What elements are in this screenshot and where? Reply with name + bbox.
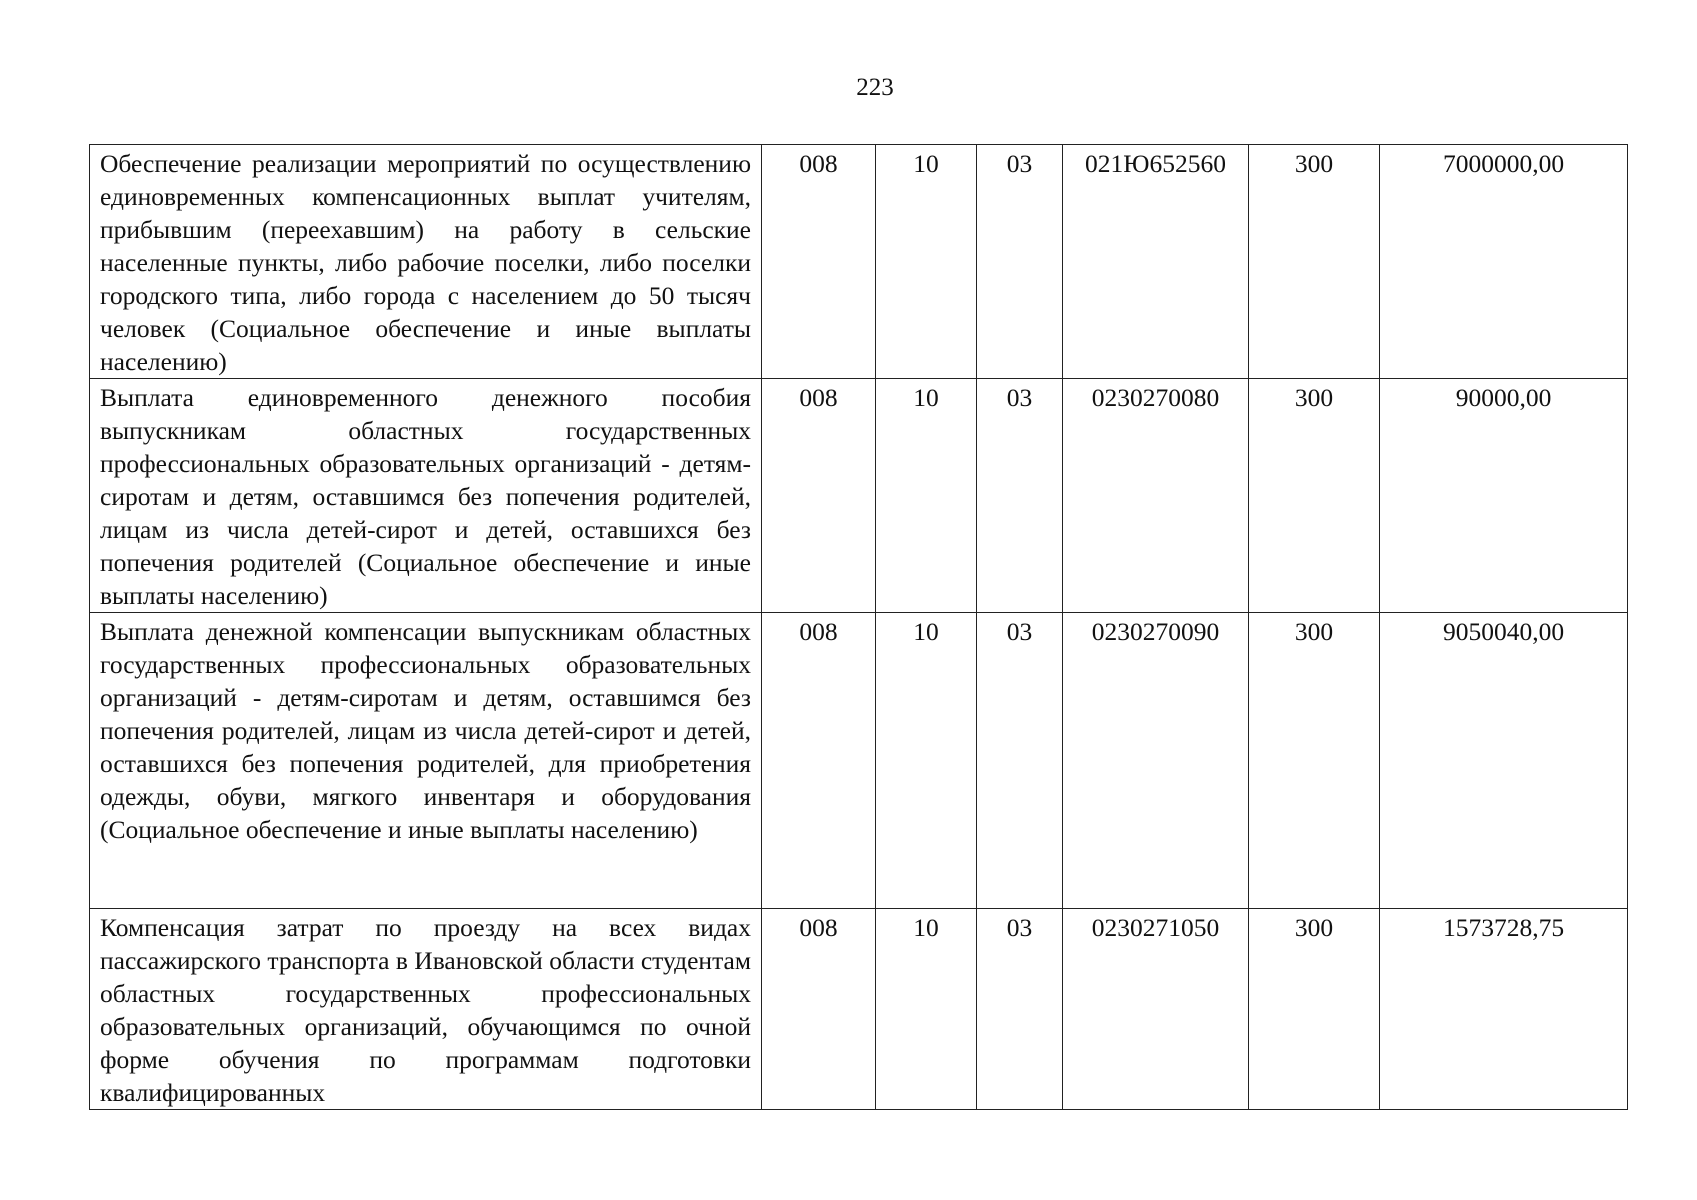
section-code: 10: [876, 379, 977, 613]
row-description: Выплата денежной компенсации выпускникам областных государственных профессиональных образовательных организаций - детям-сиротам и детям, оставшимся без попечения родителей, лицам из числа детей-сирот и детей, оставшихся без попечения родителей, для приобретения одежды, обуви, мягкого инвентаря и оборудования (Социальное обеспечение и иные выплаты населению): [90, 613, 762, 909]
section-code: 10: [876, 613, 977, 909]
subsection-code: 03: [977, 145, 1063, 379]
ministry-code: 008: [762, 145, 876, 379]
ministry-code: 008: [762, 909, 876, 1110]
row-description: Выплата единовременного денежного пособия выпускникам областных государственных профессиональных образовательных организаций - детям-сиротам и детям, оставшимся без попечения родителей, лицам из числа детей-сирот и детей, оставшихся без попечения родителей (Социальное обеспечение и иные выплаты населению): [90, 379, 762, 613]
page-number: 223: [856, 74, 894, 101]
budget-table: [89, 144, 1628, 1110]
section-code: 10: [876, 909, 977, 1110]
amount-value: 7000000,00: [1380, 145, 1628, 379]
amount-value: 9050040,00: [1380, 613, 1628, 909]
amount-value: 1573728,75: [1380, 909, 1628, 1110]
target-article-code: 0230270090: [1063, 613, 1249, 909]
amount-value: 90000,00: [1380, 379, 1628, 613]
expense-type-code: 300: [1249, 909, 1380, 1110]
subsection-code: 03: [977, 909, 1063, 1110]
ministry-code: 008: [762, 379, 876, 613]
target-article-code: 0230270080: [1063, 379, 1249, 613]
target-article-code: 021Ю652560: [1063, 145, 1249, 379]
subsection-code: 03: [977, 379, 1063, 613]
subsection-code: 03: [977, 613, 1063, 909]
ministry-code: 008: [762, 613, 876, 909]
table-row: [90, 909, 1628, 1110]
expense-type-code: 300: [1249, 145, 1380, 379]
row-description: Компенсация затрат по проезду на всех видах пассажирского транспорта в Ивановской области студентам областных государственных профессиональных образовательных организаций, обучающимся по очной форме обучения по программам подготовки квалифицированных: [90, 909, 762, 1110]
table-row: [90, 613, 1628, 909]
table-row: [90, 145, 1628, 379]
expense-type-code: 300: [1249, 379, 1380, 613]
section-code: 10: [876, 145, 977, 379]
expense-type-code: 300: [1249, 613, 1380, 909]
row-description: Обеспечение реализации мероприятий по осуществлению единовременных компенсационных выплат учителям, прибывшим (переехавшим) на работу в сельские населенные пункты, либо рабочие поселки, либо поселки городского типа, либо города с населением до 50 тысяч человек (Социальное обеспечение и иные выплаты населению): [90, 145, 762, 379]
target-article-code: 0230271050: [1063, 909, 1249, 1110]
table-row: [90, 379, 1628, 613]
